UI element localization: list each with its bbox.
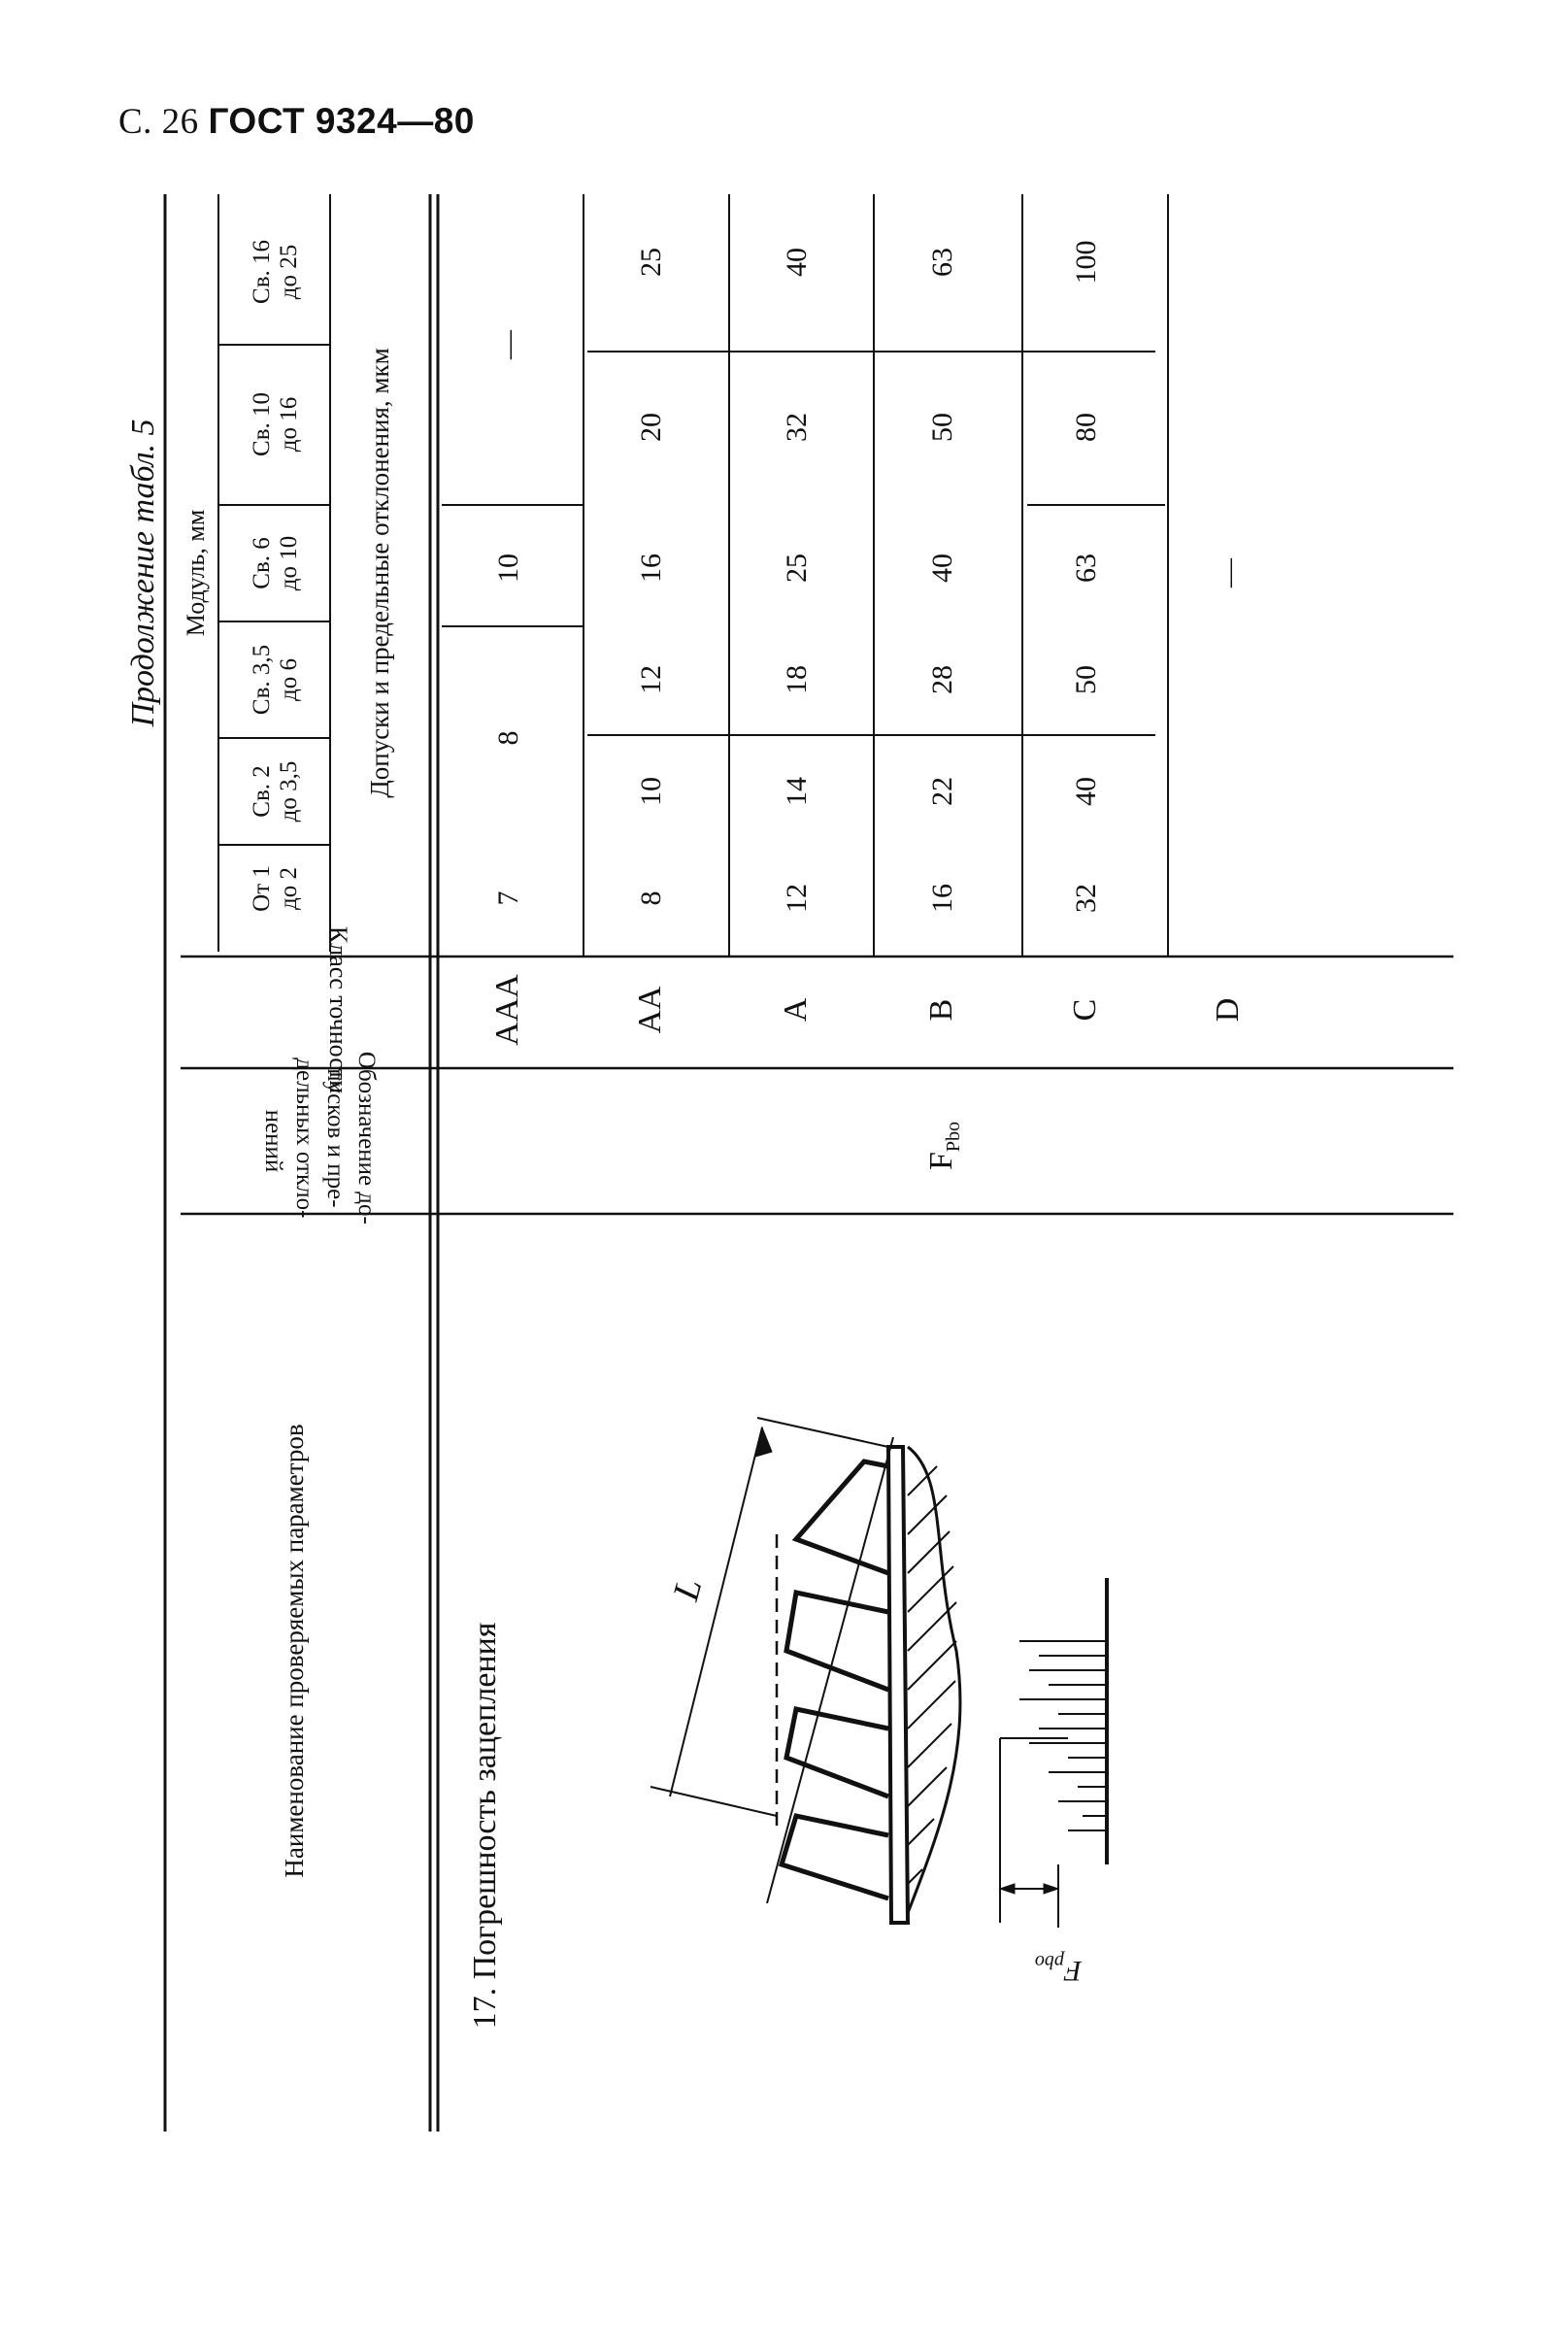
module-range-1	[249, 865, 302, 912]
value-AA-3: 12	[635, 665, 667, 694]
value-AA-6: 25	[635, 248, 667, 277]
module-range-4: Св. 6до 10	[249, 535, 302, 591]
module-range-3: Св. 3,5до 6	[249, 644, 302, 716]
module-header: Модуль, мм	[182, 509, 210, 637]
range-1-a: От 1	[249, 865, 275, 912]
svg-text:Обозначение до- пусков и: Обозначение до- пусков и пре- дельных откло- нений	[260, 1051, 380, 1225]
class-column-header: Класс точности	[324, 925, 352, 1094]
value-A-3: 18	[781, 665, 813, 694]
module-range-6: Св. 16до 25	[249, 240, 302, 304]
class-AA: AA	[632, 986, 668, 1034]
value-B-4: 40	[926, 554, 958, 583]
designation-main: F	[923, 1152, 959, 1171]
value-B-6: 63	[926, 248, 958, 277]
value-AA-5: 20	[635, 413, 667, 442]
value-AAA-4: 10	[492, 554, 524, 583]
value-AAA-23: 8	[492, 730, 524, 746]
dimension-L-label: L	[665, 1574, 711, 1605]
class-B: B	[923, 998, 959, 1022]
class-A: A	[778, 997, 814, 1023]
value-AAA-56: —	[492, 330, 524, 359]
module-range-5: Св. 10до 16	[249, 392, 302, 456]
value-A-2: 14	[781, 777, 813, 806]
class-D: D	[1210, 997, 1246, 1023]
module-range-headers	[249, 240, 302, 912]
value-B-2: 22	[926, 777, 958, 806]
value-B-3: 28	[926, 665, 958, 694]
value-D: —	[1213, 558, 1245, 588]
error-label: $F_{pbo}$	[1034, 1951, 1083, 1987]
value-B-1: 16	[926, 884, 958, 913]
value-B-5: 50	[926, 413, 958, 442]
value-C-5: 80	[1070, 413, 1102, 442]
row-title: 17. Погрешность зацепления	[467, 1622, 503, 2030]
mesh-error-figure	[651, 1418, 1107, 1987]
value-A-6: 40	[781, 248, 813, 277]
tolerances-header: Допуски и предельные отклонения, мкм	[365, 348, 394, 798]
class-C: C	[1067, 998, 1103, 1022]
value-C-2: 40	[1070, 777, 1102, 806]
value-A-4: 25	[781, 554, 813, 583]
parameter-name-header: Наименование проверяемых параметров	[280, 1424, 309, 1878]
table-caption: Продолжение табл. 5	[125, 419, 161, 727]
value-AA-1: 8	[635, 890, 667, 906]
class-labels	[489, 974, 1246, 1046]
value-C-6: 100	[1070, 240, 1102, 285]
module-range-2: Св. 2до 3,5	[249, 760, 302, 822]
value-C-1: 32	[1070, 884, 1102, 913]
designation-symbol	[923, 1122, 964, 1170]
value-AAA-1: 7	[492, 890, 524, 906]
class-AAA: AAA	[489, 974, 525, 1046]
standard-title: ГОСТ 9324—80	[208, 101, 475, 141]
value-C-3: 50	[1070, 665, 1102, 694]
value-AA-2: 10	[635, 777, 667, 806]
page-number: С. 26	[118, 102, 199, 142]
range-1-b: до 2	[276, 867, 302, 910]
svg-text:FPbo	[923, 1122, 964, 1170]
value-A-5: 32	[781, 413, 813, 442]
designation-column-header	[260, 1052, 380, 1230]
value-cells	[492, 241, 1245, 914]
designation-sub: Pbo	[943, 1121, 964, 1153]
value-C-4: 63	[1070, 554, 1102, 583]
value-A-1: 12	[781, 884, 813, 913]
value-AA-4: 16	[635, 554, 667, 583]
